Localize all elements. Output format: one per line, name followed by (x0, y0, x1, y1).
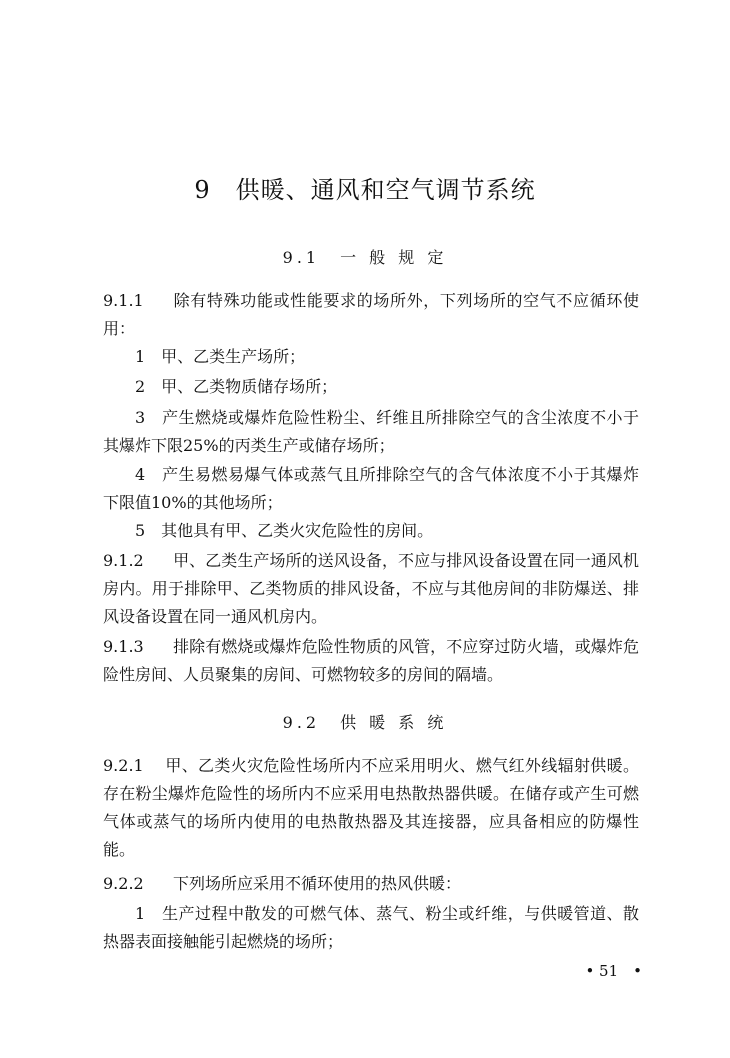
section-title-9-1: 9.1 一 般 规 定 (282, 248, 448, 267)
clause-9-2-1 (103, 752, 639, 864)
clause-text: 下列场所应采用不循环使用的热风供暖： (173, 874, 462, 893)
clause-number: 9.2.2 (103, 874, 144, 893)
clause-9-1-1 (103, 287, 639, 343)
clause-9-1-3 (103, 633, 639, 689)
clause-number: 9.1.1 (103, 291, 144, 310)
clause-9-2-2 (103, 870, 639, 898)
list-item-5: 5 其他具有甲、乙类火灾危险性的房间。 (135, 521, 434, 540)
clause-text: 排除有燃烧或爆炸危险性物质的风管，不应穿过防火墙，或爆炸危险性房间、人员聚集的房间、可燃物较多的房间的隔墙。 (103, 637, 639, 684)
list-item-1: 1 生产过程中散发的可燃气体、蒸气、粉尘或纤维，与供暖管道、散热器表面接触能引起燃烧的场所； (103, 904, 639, 951)
clause-text: 甲、乙类生产场所的送风设备，不应与排风设备设置在同一通风机房内。用于排除甲、乙类物质的排风设备，不应与其他房间的非防爆送、排风设备设置在同一通风机房内。 (103, 551, 639, 626)
page-number: • 51 • (585, 962, 642, 980)
list-item-3: 3 产生燃烧或爆炸危险性粉尘、纤维且所排除空气的含尘浓度不小于其爆炸下限25%的丙类生产或储存场所； (103, 408, 639, 455)
clause-text: 甲、乙类火灾危险性场所内不应采用明火、燃气红外线辐射供暖。存在粉尘爆炸危险性的场所内不应采用电热散热器供暖。在储存或产生可燃气体或蒸气的场所内使用的电热散热器及其连接器，应具备相应的防爆性能。 (103, 756, 639, 859)
list-item-4: 4 产生易燃易爆气体或蒸气且所排除空气的含气体浓度不小于其爆炸下限值10%的其他场所； (103, 465, 639, 512)
chapter-title: 9 供暖、通风和空气调节系统 (194, 176, 536, 204)
clause-number: 9.1.2 (103, 551, 144, 570)
clause-number: 9.2.1 (103, 756, 144, 775)
clause-text: 除有特殊功能或性能要求的场所外，下列场所的空气不应循环使用： (103, 291, 639, 338)
clause-9-1-2 (103, 547, 639, 631)
list-item-1: 1 甲、乙类生产场所； (135, 347, 306, 366)
section-title-9-2: 9.2 供 暖 系 统 (282, 713, 448, 732)
list-item-2: 2 甲、乙类物质储存场所； (135, 377, 338, 396)
clause-number: 9.1.3 (103, 637, 144, 656)
